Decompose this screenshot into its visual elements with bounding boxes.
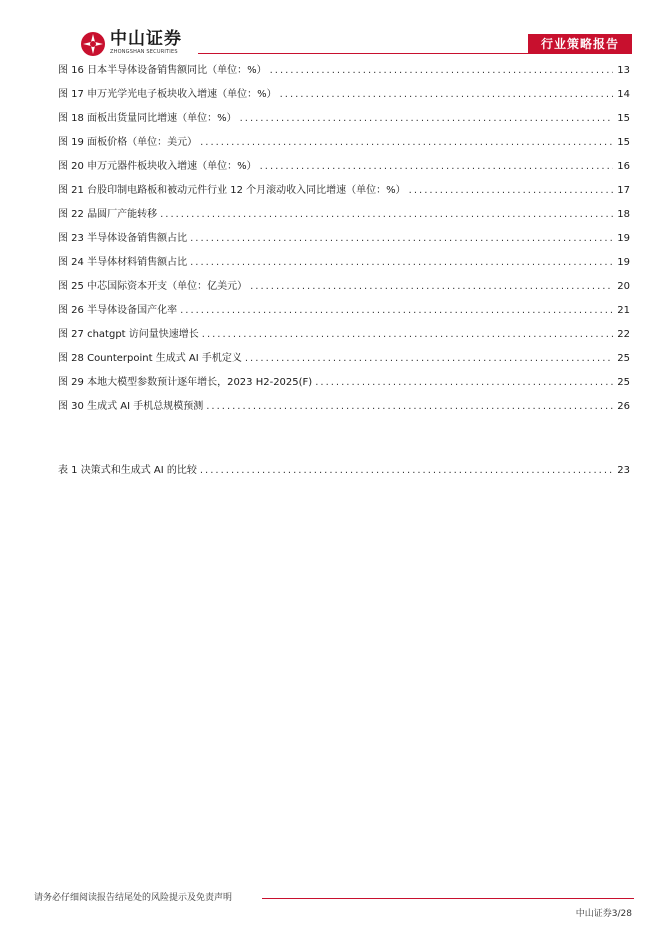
footer-disclaimer: 请务必仔细阅读报告结尾处的风险提示及免责声明	[34, 893, 233, 903]
toc-entry-page: 19	[617, 257, 630, 268]
toc-entry-label: 图 26 半导体设备国产化率	[58, 305, 178, 316]
toc-entry-page: 18	[617, 209, 630, 220]
toc-entry-fig29[interactable]	[58, 372, 630, 390]
toc-entry-page: 26	[617, 401, 630, 412]
toc-entry-fig20[interactable]	[58, 156, 630, 174]
toc-entry-page: 14	[617, 89, 630, 100]
footer-divider	[262, 898, 634, 899]
toc-entry-fig24[interactable]	[58, 252, 630, 270]
toc-leader-dots	[245, 352, 613, 366]
footer-page-number: 中山证券3/28	[575, 909, 632, 919]
toc-entry-fig21[interactable]	[58, 180, 630, 198]
toc-entry-page: 25	[617, 377, 630, 388]
toc-leader-dots	[190, 232, 613, 246]
toc-entry-page: 15	[617, 137, 630, 148]
toc-entry-label: 图 17 申万光学光电子板块收入增速（单位：%）	[58, 89, 277, 100]
toc-entry-fig22[interactable]	[58, 204, 630, 222]
toc-entry-label: 图 18 面板出货量同比增速（单位：%）	[58, 113, 237, 124]
toc-entry-page: 20	[617, 281, 630, 292]
toc-leader-dots	[270, 64, 613, 78]
toc-entry-page: 17	[617, 185, 630, 196]
brand-logo-icon	[80, 31, 106, 57]
toc-leader-dots	[260, 160, 613, 174]
toc-leader-dots	[190, 256, 613, 270]
toc-entry-page: 15	[617, 113, 630, 124]
toc-leader-dots	[240, 112, 613, 126]
brand-logo	[80, 30, 198, 58]
toc-leader-dots	[280, 88, 613, 102]
toc-leader-dots	[206, 400, 613, 414]
toc-leader-dots	[250, 280, 613, 294]
toc-leader-dots	[200, 464, 613, 478]
toc-entry-page: 25	[617, 353, 630, 364]
toc-entry-table1[interactable]	[58, 460, 630, 478]
toc-entry-fig27[interactable]	[58, 324, 630, 342]
toc-entry-label: 图 22 晶圆厂产能转移	[58, 209, 158, 220]
toc-entry-fig16[interactable]	[58, 60, 630, 78]
page-header	[0, 0, 662, 60]
toc-entry-page: 16	[617, 161, 630, 172]
report-type-badge: 行业策略报告	[528, 34, 632, 54]
toc-leader-dots	[315, 376, 613, 390]
toc-entry-page: 21	[617, 305, 630, 316]
toc-entry-label: 图 28 Counterpoint 生成式 AI 手机定义	[58, 353, 242, 364]
brand-name-en: ZHONGSHAN SECURITIES	[110, 49, 178, 55]
toc-entry-fig26[interactable]	[58, 300, 630, 318]
toc-entry-label: 图 30 生成式 AI 手机总规模预测	[58, 401, 204, 412]
toc-leader-dots	[160, 208, 613, 222]
toc-entry-page: 13	[617, 65, 630, 76]
toc-leader-dots	[409, 184, 613, 198]
toc-entry-fig30[interactable]	[58, 396, 630, 414]
toc-entry-label: 图 16 日本半导体设备销售额同比（单位：%）	[58, 65, 267, 76]
toc-entry-label: 表 1 决策式和生成式 AI 的比较	[58, 465, 197, 476]
toc-leader-dots	[180, 304, 613, 318]
brand-name: 中山证券	[110, 29, 182, 49]
toc-entry-fig25[interactable]	[58, 276, 630, 294]
toc-entry-fig28[interactable]	[58, 348, 630, 366]
toc-entry-label: 图 25 中芯国际资本开支（单位：亿美元）	[58, 281, 248, 292]
toc-entry-label: 图 24 半导体材料销售额占比	[58, 257, 188, 268]
toc-entry-fig17[interactable]	[58, 84, 630, 102]
toc-entry-page: 19	[617, 233, 630, 244]
toc-entry-fig23[interactable]	[58, 228, 630, 246]
toc-leader-dots	[202, 328, 613, 342]
toc-entry-label: 图 21 台股印制电路板和被动元件行业 12 个月滚动收入同比增速（单位：%）	[58, 185, 406, 196]
toc-entry-label: 图 20 申万元器件板块收入增速（单位：%）	[58, 161, 257, 172]
toc-entry-label: 图 29 本地大模型参数预计逐年增长，2023 H2-2025(F)	[58, 377, 313, 388]
header-divider	[198, 53, 528, 54]
toc-entry-label: 图 27 chatgpt 访问量快速增长	[58, 329, 199, 340]
toc-entry-fig18[interactable]	[58, 108, 630, 126]
toc-entry-label: 图 23 半导体设备销售额占比	[58, 233, 188, 244]
toc-entry-page: 22	[617, 329, 630, 340]
toc-entry-label: 图 19 面板价格（单位：美元）	[58, 137, 198, 148]
toc-leader-dots	[200, 136, 613, 150]
toc-entry-fig19[interactable]	[58, 132, 630, 150]
toc-entry-page: 23	[617, 465, 630, 476]
